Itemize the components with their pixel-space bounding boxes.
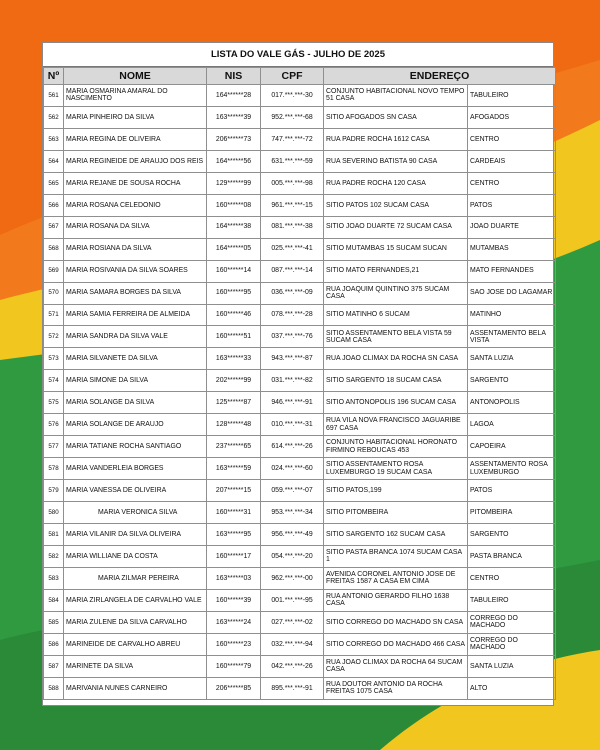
beneficiary-name: MARIA VILANIR DA SILVA OLIVEIRA: [64, 524, 207, 546]
nis-number: 202******99: [207, 370, 261, 392]
nis-number: 163******59: [207, 458, 261, 480]
cpf-number: 036.***.***-09: [261, 282, 324, 304]
row-number: 565: [44, 172, 64, 194]
table-row: [44, 524, 556, 546]
row-number: 564: [44, 150, 64, 172]
cpf-number: 037.***.***-76: [261, 326, 324, 348]
table-row: [44, 326, 556, 348]
row-number: 573: [44, 348, 64, 370]
address-text: SITIO CORREGO DO MACHADO SN CASA: [324, 611, 468, 633]
nis-number: 160******31: [207, 502, 261, 524]
cpf-number: 042.***.***-26: [261, 655, 324, 677]
table-row: [44, 458, 556, 480]
header-nis: NIS: [207, 68, 261, 85]
nis-number: 237******65: [207, 436, 261, 458]
nis-number: 164******05: [207, 238, 261, 260]
address-text: SITIO PATOS 102 SUCAM CASA: [324, 194, 468, 216]
nis-number: 160******46: [207, 304, 261, 326]
locality-text: ANTONOPOLIS: [468, 392, 556, 414]
row-number: 581: [44, 524, 64, 546]
table-row: [44, 304, 556, 326]
row-number: 567: [44, 216, 64, 238]
beneficiary-name: MARIA ROSIANA DA SILVA: [64, 238, 207, 260]
locality-text: MUTAMBAS: [468, 238, 556, 260]
address-text: SITIO ASSENTAMENTO BELA VISTA 59 SUCAM CASA: [324, 326, 468, 348]
table-row: [44, 633, 556, 655]
locality-text: SANTA LUZIA: [468, 655, 556, 677]
beneficiary-name: MARIA VANESSA DE OLIVEIRA: [64, 480, 207, 502]
address-text: SITIO JOAO DUARTE 72 SUCAM CASA: [324, 216, 468, 238]
nis-number: 206******73: [207, 128, 261, 150]
beneficiary-name: MARIA TATIANE ROCHA SANTIAGO: [64, 436, 207, 458]
row-number: 574: [44, 370, 64, 392]
locality-text: AFOGADOS: [468, 106, 556, 128]
address-text: RUA SEVERINO BATISTA 90 CASA: [324, 150, 468, 172]
table-row: [44, 128, 556, 150]
table-row: [44, 677, 556, 699]
nis-number: 160******95: [207, 282, 261, 304]
address-text: RUA VILA NOVA FRANCISCO JAGUARIBE 697 CASA: [324, 414, 468, 436]
locality-text: PATOS: [468, 480, 556, 502]
table-row: [44, 85, 556, 107]
locality-text: CORREGO DO MACHADO: [468, 633, 556, 655]
cpf-number: 032.***.***-94: [261, 633, 324, 655]
beneficiary-name: MARIA REGINEIDE DE ARAUJO DOS REIS: [64, 150, 207, 172]
cpf-number: 953.***.***-34: [261, 502, 324, 524]
locality-text: SARGENTO: [468, 524, 556, 546]
locality-text: ASSENTAMENTO BELA VISTA: [468, 326, 556, 348]
beneficiary-name: MARIA SOLANGE DA SILVA: [64, 392, 207, 414]
locality-text: SAO JOSE DO LAGAMAR: [468, 282, 556, 304]
cpf-number: 946.***.***-91: [261, 392, 324, 414]
beneficiary-name: MARIVANIA NUNES CARNEIRO: [64, 677, 207, 699]
beneficiary-name: MARIA ROSIVANIA DA SILVA SOARES: [64, 260, 207, 282]
cpf-number: 961.***.***-15: [261, 194, 324, 216]
locality-text: PITOMBEIRA: [468, 502, 556, 524]
table-row: [44, 414, 556, 436]
header-row: [44, 68, 556, 85]
row-number: 572: [44, 326, 64, 348]
beneficiary-name: MARIA VERONICA SILVA: [64, 502, 207, 524]
table-row: [44, 238, 556, 260]
cpf-number: 081.***.***-38: [261, 216, 324, 238]
locality-text: TABULEIRO: [468, 589, 556, 611]
beneficiary-name: MARIA WILLIANE DA COSTA: [64, 546, 207, 568]
address-text: RUA ANTONIO GERARDO FILHO 1638 CASA: [324, 589, 468, 611]
beneficiary-name: MARIA ZULENE DA SILVA CARVALHO: [64, 611, 207, 633]
locality-text: CAPOEIRA: [468, 436, 556, 458]
table-row: [44, 150, 556, 172]
table-row: [44, 106, 556, 128]
beneficiary-name: MARIA ZIRLANGELA DE CARVALHO VALE: [64, 589, 207, 611]
locality-text: MATINHO: [468, 304, 556, 326]
nis-number: 163******03: [207, 567, 261, 589]
cpf-number: 895.***.***-91: [261, 677, 324, 699]
locality-text: TABULEIRO: [468, 85, 556, 107]
table-row: [44, 589, 556, 611]
address-text: SITIO MATO FERNANDES,21: [324, 260, 468, 282]
beneficiary-name: MARIA OSMARINA AMARAL DO NASCIMENTO: [64, 85, 207, 107]
address-text: SITIO SARGENTO 162 SUCAM CASA: [324, 524, 468, 546]
table-row: [44, 502, 556, 524]
table-row: [44, 480, 556, 502]
address-text: SITIO MUTAMBAS 15 SUCAM SUCAN: [324, 238, 468, 260]
locality-text: SANTA LUZIA: [468, 348, 556, 370]
nis-number: 163******33: [207, 348, 261, 370]
row-number: 575: [44, 392, 64, 414]
page-title: LISTA DO VALE GÁS - JULHO DE 2025: [43, 43, 553, 67]
cpf-number: 005.***.***-98: [261, 172, 324, 194]
beneficiary-name: MARIA ROSANA CELEDONIO: [64, 194, 207, 216]
beneficiary-name: MARIA SOLANGE DE ARAUJO: [64, 414, 207, 436]
address-text: SITIO MATINHO 6 SUCAM: [324, 304, 468, 326]
cpf-number: 031.***.***-82: [261, 370, 324, 392]
address-text: RUA JOAO CLIMAX DA ROCHA SN CASA: [324, 348, 468, 370]
beneficiary-name: MARIA SILVANETE DA SILVA: [64, 348, 207, 370]
locality-text: MATO FERNANDES: [468, 260, 556, 282]
row-number: 561: [44, 85, 64, 107]
table-row: [44, 260, 556, 282]
beneficiary-name: MARIA SAMIA FERREIRA DE ALMEIDA: [64, 304, 207, 326]
row-number: 585: [44, 611, 64, 633]
cpf-number: 027.***.***-02: [261, 611, 324, 633]
beneficiary-name: MARIA ZILMAR PEREIRA: [64, 567, 207, 589]
table-body: [44, 85, 556, 700]
locality-text: CARDEAIS: [468, 150, 556, 172]
nis-number: 207******15: [207, 480, 261, 502]
table-row: [44, 436, 556, 458]
nis-number: 128******48: [207, 414, 261, 436]
header-cpf: CPF: [261, 68, 324, 85]
address-text: SITIO PATOS,199: [324, 480, 468, 502]
address-text: RUA JOAO CLIMAX DA ROCHA 64 SUCAM CASA: [324, 655, 468, 677]
nis-number: 129******99: [207, 172, 261, 194]
nis-number: 164******56: [207, 150, 261, 172]
row-number: 579: [44, 480, 64, 502]
locality-text: ALTO: [468, 677, 556, 699]
beneficiary-name: MARINETE DA SILVA: [64, 655, 207, 677]
nis-number: 163******24: [207, 611, 261, 633]
beneficiary-name: MARIA VANDERLEIA BORGES: [64, 458, 207, 480]
nis-number: 160******08: [207, 194, 261, 216]
address-text: SITIO SARGENTO 18 SUCAM CASA: [324, 370, 468, 392]
locality-text: LAGOA: [468, 414, 556, 436]
nis-number: 160******79: [207, 655, 261, 677]
locality-text: JOAO DUARTE: [468, 216, 556, 238]
nis-number: 160******23: [207, 633, 261, 655]
header-name: NOME: [64, 68, 207, 85]
row-number: 566: [44, 194, 64, 216]
address-text: RUA PADRE ROCHA 120 CASA: [324, 172, 468, 194]
beneficiary-name: MARINEIDE DE CARVALHO ABREU: [64, 633, 207, 655]
vale-gas-list-sheet: [42, 42, 554, 706]
nis-number: 160******51: [207, 326, 261, 348]
row-number: 568: [44, 238, 64, 260]
cpf-number: 025.***.***-41: [261, 238, 324, 260]
address-text: CONJUNTO HABITACIONAL HORONATO FIRMINO REBOUCAS 453: [324, 436, 468, 458]
cpf-number: 078.***.***-28: [261, 304, 324, 326]
nis-number: 160******17: [207, 546, 261, 568]
locality-text: ASSENTAMENTO ROSA LUXEMBURGO: [468, 458, 556, 480]
beneficiary-name: MARIA REJANE DE SOUSA ROCHA: [64, 172, 207, 194]
row-number: 582: [44, 546, 64, 568]
address-text: SITIO CORREGO DO MACHADO 466 CASA: [324, 633, 468, 655]
nis-number: 163******39: [207, 106, 261, 128]
cpf-number: 001.***.***-95: [261, 589, 324, 611]
table-row: [44, 567, 556, 589]
row-number: 578: [44, 458, 64, 480]
row-number: 587: [44, 655, 64, 677]
cpf-number: 956.***.***-49: [261, 524, 324, 546]
nis-number: 164******38: [207, 216, 261, 238]
locality-text: CORREGO DO MACHADO: [468, 611, 556, 633]
cpf-number: 962.***.***-00: [261, 567, 324, 589]
row-number: 580: [44, 502, 64, 524]
locality-text: CENTRO: [468, 567, 556, 589]
row-number: 588: [44, 677, 64, 699]
cpf-number: 010.***.***-31: [261, 414, 324, 436]
beneficiary-name: MARIA SIMONE DA SILVA: [64, 370, 207, 392]
beneficiary-name: MARIA SANDRA DA SILVA VALE: [64, 326, 207, 348]
beneficiary-name: MARIA SAMARA BORGES DA SILVA: [64, 282, 207, 304]
row-number: 583: [44, 567, 64, 589]
locality-text: PASTA BRANCA: [468, 546, 556, 568]
table-row: [44, 611, 556, 633]
cpf-number: 017.***.***-30: [261, 85, 324, 107]
table-row: [44, 172, 556, 194]
cpf-number: 631.***.***-59: [261, 150, 324, 172]
row-number: 571: [44, 304, 64, 326]
address-text: SITIO ANTONOPOLIS 196 SUCAM CASA: [324, 392, 468, 414]
header-address: ENDEREÇO: [324, 68, 556, 85]
locality-text: CENTRO: [468, 128, 556, 150]
row-number: 563: [44, 128, 64, 150]
table-row: [44, 216, 556, 238]
row-number: 586: [44, 633, 64, 655]
address-text: AVENIDA CORONEL ANTONIO JOSE DE FREITAS 1587 A CASA EM CIMA: [324, 567, 468, 589]
row-number: 570: [44, 282, 64, 304]
nis-number: 164******28: [207, 85, 261, 107]
address-text: CONJUNTO HABITACIONAL NOVO TEMPO 51 CASA: [324, 85, 468, 107]
table-row: [44, 348, 556, 370]
beneficiary-name: MARIA PINHEIRO DA SILVA: [64, 106, 207, 128]
address-text: SITIO PITOMBEIRA: [324, 502, 468, 524]
locality-text: CENTRO: [468, 172, 556, 194]
cpf-number: 024.***.***-60: [261, 458, 324, 480]
header-num: Nº: [44, 68, 64, 85]
row-number: 577: [44, 436, 64, 458]
address-text: RUA PADRE ROCHA 1612 CASA: [324, 128, 468, 150]
beneficiary-name: MARIA ROSANA DA SILVA: [64, 216, 207, 238]
row-number: 569: [44, 260, 64, 282]
locality-text: PATOS: [468, 194, 556, 216]
row-number: 562: [44, 106, 64, 128]
address-text: SITIO PASTA BRANCA 1074 SUCAM CASA 1: [324, 546, 468, 568]
cpf-number: 943.***.***-87: [261, 348, 324, 370]
nis-number: 160******14: [207, 260, 261, 282]
locality-text: SARGENTO: [468, 370, 556, 392]
nis-number: 160******39: [207, 589, 261, 611]
table-row: [44, 392, 556, 414]
cpf-number: 059.***.***-07: [261, 480, 324, 502]
cpf-number: 747.***.***-72: [261, 128, 324, 150]
cpf-number: 087.***.***-14: [261, 260, 324, 282]
row-number: 584: [44, 589, 64, 611]
table-row: [44, 546, 556, 568]
nis-number: 206******85: [207, 677, 261, 699]
table-row: [44, 655, 556, 677]
address-text: SITIO AFOGADOS SN CASA: [324, 106, 468, 128]
table-row: [44, 282, 556, 304]
address-text: RUA JOAQUIM QUINTINO 375 SUCAM CASA: [324, 282, 468, 304]
nis-number: 163******95: [207, 524, 261, 546]
address-text: SITIO ASSENTAMENTO ROSA LUXEMBURGO 19 SUCAM CASA: [324, 458, 468, 480]
table-header: [44, 68, 556, 85]
cpf-number: 054.***.***-20: [261, 546, 324, 568]
table-row: [44, 194, 556, 216]
row-number: 576: [44, 414, 64, 436]
cpf-number: 952.***.***-68: [261, 106, 324, 128]
beneficiary-table: [43, 67, 556, 700]
beneficiary-name: MARIA REGINA DE OLIVEIRA: [64, 128, 207, 150]
table-row: [44, 370, 556, 392]
nis-number: 125******87: [207, 392, 261, 414]
cpf-number: 614.***.***-26: [261, 436, 324, 458]
address-text: RUA DOUTOR ANTONIO DA ROCHA FREITAS 1075 CASA: [324, 677, 468, 699]
